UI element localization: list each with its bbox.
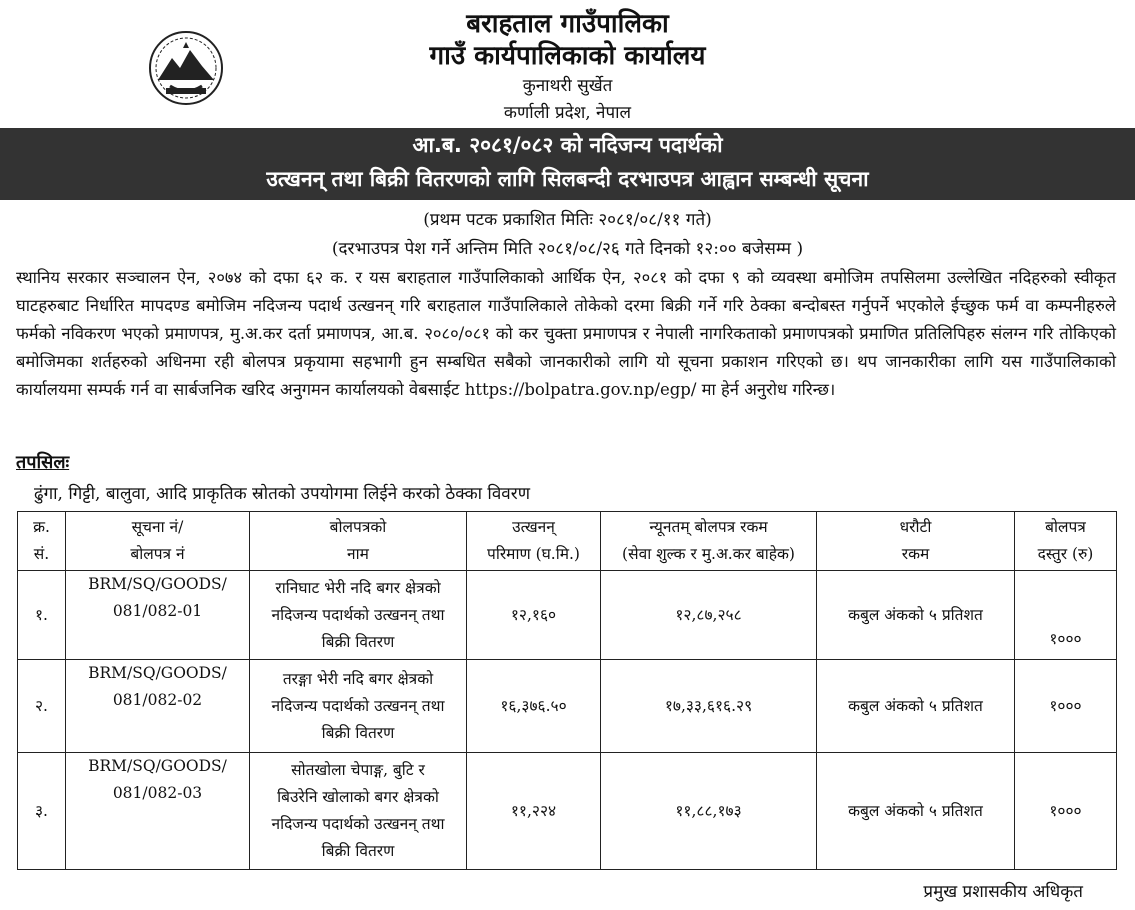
quantity-cell: ११,२२४ [467, 753, 601, 870]
fee-cell: १००० [1015, 753, 1117, 870]
office-name: गाउँ कार्यपालिकाको कार्यालय [429, 41, 706, 71]
notice-title-banner [0, 128, 1135, 200]
table-header-row [18, 512, 1117, 571]
min-amount-cell: १२,८७,२५८ [601, 571, 817, 660]
table-row [18, 753, 1117, 870]
notice-no-cell: BRM/SQ/GOODS/ 081/082-03 [66, 753, 250, 870]
name-cell: तरङ्गा भेरी नदि बगर क्षेत्रको नदिजन्य पदार्थको उत्खनन् तथा बिक्री वितरण [250, 660, 467, 753]
header-cell: क्र. सं. [18, 512, 66, 571]
header-cell: बोलपत्र दस्तुर (रु) [1015, 512, 1117, 571]
notice-no-cell: BRM/SQ/GOODS/ 081/082-02 [66, 660, 250, 753]
table-description: ढुंगा, गिट्टी, बालुवा, आदि प्राकृतिक स्रोतको उपयोगमा लिईने करको ठेक्का विवरण [34, 484, 530, 504]
min-amount-cell: १७,३३,६१६.२९ [601, 660, 817, 753]
table-row [18, 660, 1117, 753]
notice-no-cell: BRM/SQ/GOODS/ 081/082-01 [66, 571, 250, 660]
header-cell: सूचना नं/ बोलपत्र नं [66, 512, 250, 571]
address-line-2: कर्णाली प्रदेश, नेपाल [503, 103, 632, 123]
fee-cell: १००० [1015, 571, 1117, 660]
header-cell: बोलपत्रको नाम [250, 512, 467, 571]
published-date: (प्रथम पटक प्रकाशित मितिः २०८१/०८/११ गते) [423, 210, 712, 230]
deposit-cell: कबुल अंकको ५ प्रतिशत [817, 660, 1015, 753]
header-cell: न्यूनतम् बोलपत्र रकम (सेवा शुल्क र मु.अ.कर बाहेक) [601, 512, 817, 571]
banner-line-2: उत्खनन् तथा बिक्री वितरणको लागि सिलबन्दी दरभाउपत्र आह्वान सम्बन्धी सूचना [266, 167, 869, 191]
quantity-cell: १२,१६० [467, 571, 601, 660]
address-line-1: कुनाथरी सुर्खेत [522, 76, 613, 96]
serial-cell: ३. [18, 753, 66, 870]
table-row [18, 571, 1117, 660]
quantity-cell: १६,३७६.५० [467, 660, 601, 753]
deposit-cell: कबुल अंकको ५ प्रतिशत [817, 753, 1015, 870]
submission-deadline: (दरभाउपत्र पेश गर्ने अन्तिम मिति २०८१/०८/२६ गते दिनको १२:०० बजेसम्म ) [331, 239, 804, 259]
deposit-cell: कबुल अंकको ५ प्रतिशत [817, 571, 1015, 660]
header-cell: उत्खनन् परिमाण (घ.मि.) [467, 512, 601, 571]
serial-cell: १. [18, 571, 66, 660]
notice-body: स्थानिय सरकार सञ्चालन ऐन, २०७४ को दफा ६२ क. र यस बराहताल गाउँपालिकाको आर्थिक ऐन, २०८१ को दफा ९ को व्यवस्था बमोजिम तपसिलमा उल्लेखित नदिहरुको स्वीकृत घाटहरुबाट निर्धारित मापदण्ड बमोजिम नदिजन्य पदार्थ उत्खनन् गरि बराहताल गाउँपालिकाले तोकेको दरमा बिक्री गर्ने गरि ठेक्का बन्दोबस्त गर्नुपर्ने भएकोले ईच्छुक फर्म वा कम्पनीहरुले फर्मको नविकरण भएको प्रमाणपत्र, मु.अ.कर दर्ता प्रमाणपत्र, आ.ब. २०८०/०८१ को कर चुक्ता प्रमाणपत्र र नेपाली नागरिकताको प्रमाणपत्रको प्रमाणित प्रतिलिपिहरु संलग्न गरि तोकिएको बमोजिमका शर्तहरुको अधिनमा रही बोलपत्र प्रकृयामा सहभागी हुन सम्बधित सबैको जानकारीको लागि यो सूचना प्रकाशन गरिएको छ। थप जानकारीका लागि यस गाउँपालिकाको कार्यालयमा सम्पर्क गर्न वा सार्बजनिक खरिद अनुगमन कार्यालयको वेबसाईट https://bolpatra.gov.np/egp/ मा हेर्न अनुरोध गरिन्छ। [16, 268, 1116, 399]
fee-cell: १००० [1015, 660, 1117, 753]
min-amount-cell: ११,८८,१७३ [601, 753, 817, 870]
tapasil-heading: तपसिलः [16, 452, 70, 473]
municipality-name: बराहताल गाउँपालिका [466, 9, 669, 39]
contract-table [17, 511, 1117, 870]
banner-line-1: आ.ब. २०८१/०८२ को नदिजन्य पदार्थको [412, 133, 723, 157]
header-cell: धरौटी रकम [817, 512, 1015, 571]
name-cell: रानिघाट भेरी नदि बगर क्षेत्रको नदिजन्य पदार्थको उत्खनन् तथा बिक्री वितरण [250, 571, 467, 660]
name-cell: सोतखोला चेपाङ्ग, बुटि र बिउरेनि खोलाको बगर क्षेत्रको नदिजन्य पदार्थको उत्खनन् तथा बिक्री वितरण [250, 753, 467, 870]
serial-cell: २. [18, 660, 66, 753]
signatory-title: प्रमुख प्रशासकीय अधिकृत [923, 882, 1083, 902]
